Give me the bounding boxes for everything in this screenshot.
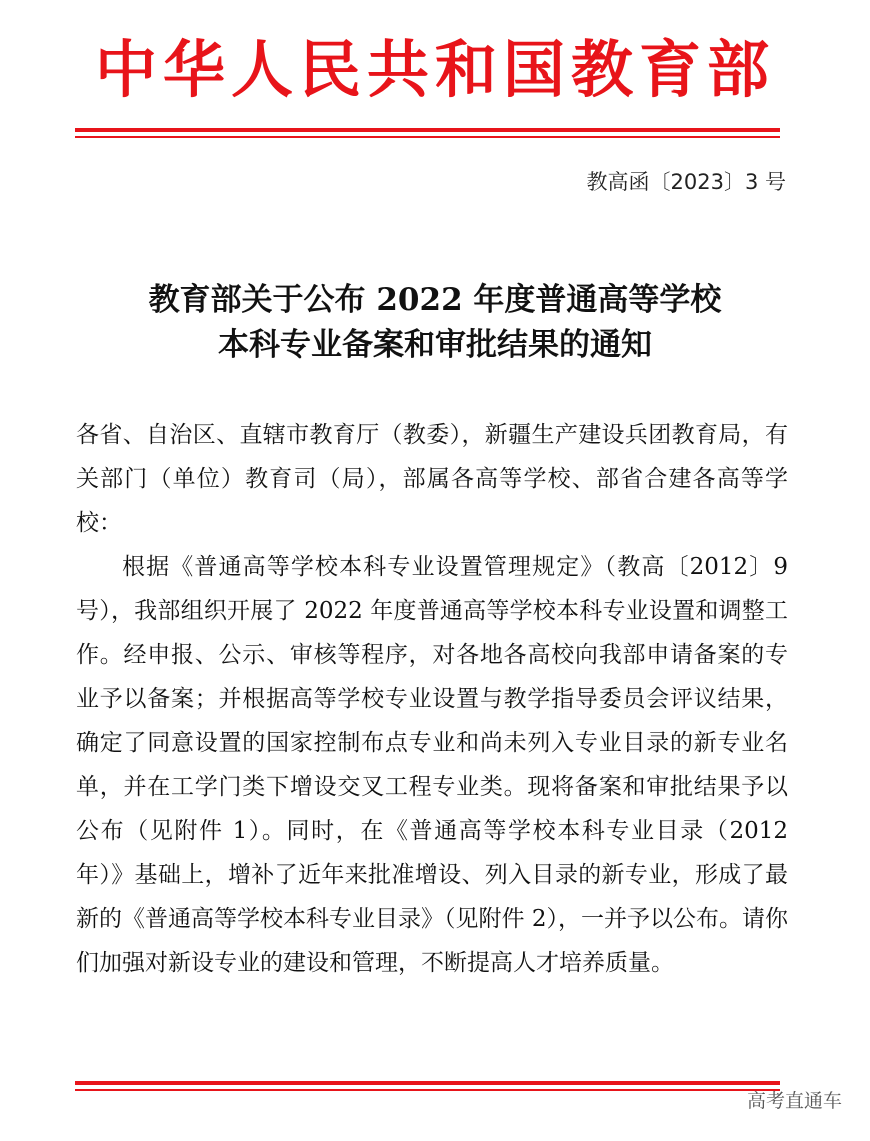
document-title-line2: 本科专业备案和审批结果的通知 <box>218 327 652 363</box>
document-number: 教高函〔2023〕3 号 <box>586 170 786 194</box>
header-rule-thin <box>75 136 780 138</box>
footer-rule-thin <box>75 1089 780 1091</box>
document-title-line1: 教育部关于公布 2022 年度普通高等学校 <box>148 282 722 318</box>
footer-rule-thick <box>75 1081 780 1085</box>
addressee-paragraph: 各省、自治区、直辖市教育厅（教委），新疆生产建设兵团教育局，有关部门（单位）教育司（局），部属各高等学校、部省合建各高等学校： <box>76 422 788 536</box>
header-rule-thick <box>75 128 780 132</box>
issuer-title: 中华人民共和国教育部 <box>94 33 775 106</box>
body-paragraph: 根据《普通高等学校本科专业设置管理规定》（教高〔2012〕9 号），我部组织开展了 2022 年度普通高等学校本科专业设置和调整工作。经申报、公示、审核等程序，对各地各高校向我部申请备案的专业予以备案；并根据高等学校专业设置与教学指导委员会评议结果，确定了同意设置的国家控制布点专业和尚未列入专业目录的新专业名单，并在工学门类下增设交叉工程专业类。现将备案和审批结果予以公布（见附件 1）。同时，在《普通高等学校本科专业目录（2012 年）》基础上，增补了近年来批准增设、列入目录的新专业，形成了最新的《普通高等学校本科专业目录》（见附件 2），一并予以公布。请你们加强对新设专业的建设和管理，不断提高人才培养质量。 <box>76 554 788 976</box>
watermark-text: 高考直通车 <box>746 1090 842 1112</box>
